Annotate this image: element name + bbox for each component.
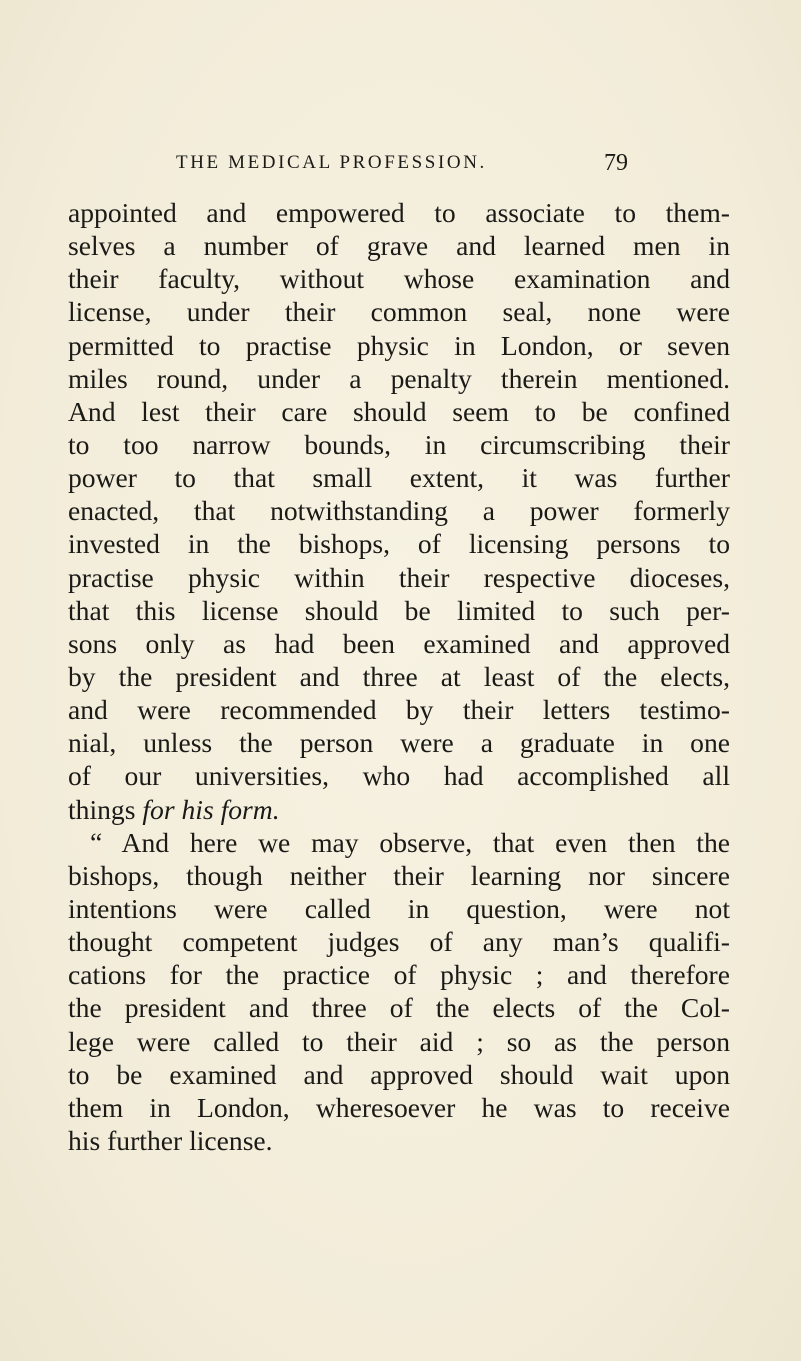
body-text xyxy=(68,196,730,1157)
text-line: miles round, under a penalty therein mentioned. xyxy=(68,362,730,394)
text-line: invested in the bishops, of licensing persons to xyxy=(68,528,730,560)
running-head-title: THE MEDICAL PROFESSION. xyxy=(176,152,487,173)
text-line: appointed and empowered to associate to them- xyxy=(68,197,730,228)
text-line: license, under their common seal, none were xyxy=(68,296,730,328)
text-line: And lest their care should seem to be confined xyxy=(68,395,730,427)
text-line: to too narrow bounds, in circumscribing their xyxy=(68,428,730,460)
text-line: of our universities, who had accomplished all xyxy=(68,760,730,792)
text-line: enacted, that notwithstanding a power formerly xyxy=(68,495,730,527)
text-line-indented: “ And here we may observe, that even then the xyxy=(90,826,730,858)
text-line: power to that small extent, it was further xyxy=(68,462,730,494)
page-number: 79 xyxy=(604,150,628,176)
roman-text: things xyxy=(68,793,143,825)
text-line: them in London, wheresoever he was to receive xyxy=(68,1091,730,1123)
text-line: and were recommended by their letters testimo- xyxy=(68,694,730,726)
text-line: the president and three of the elects of the Col- xyxy=(68,992,730,1024)
text-line: permitted to practise physic in London, or seven xyxy=(68,329,730,361)
text-line: that this license should be limited to such per- xyxy=(68,594,730,626)
text-line: bishops, though neither their learning nor sincere xyxy=(68,859,730,891)
text-line: nial, unless the person were a graduate in one xyxy=(68,727,730,759)
text-line-last: his further license. xyxy=(68,1124,273,1156)
text-line: sons only as had been examined and approved xyxy=(68,627,730,659)
text-line: by the president and three at least of the elects, xyxy=(68,660,730,692)
paragraph-1 xyxy=(68,196,730,826)
text-line: intentions were called in question, were not xyxy=(68,892,730,924)
text-line: practise physic within their respective dioceses, xyxy=(68,561,730,593)
text-line: thought competent judges of any man’s qualifi- xyxy=(68,926,730,958)
text-line: to be examined and approved should wait upon xyxy=(68,1058,730,1090)
text-line: cations for the practice of physic ; and therefore xyxy=(68,959,730,991)
paragraph-2 xyxy=(68,826,730,1157)
text-line: their faculty, without whose examination and xyxy=(68,263,730,295)
text-line: selves a number of grave and learned men in xyxy=(68,230,730,262)
text-line: lege were called to their aid ; so as the person xyxy=(68,1025,730,1057)
italic-text: for his form. xyxy=(142,793,280,825)
running-head xyxy=(176,148,628,178)
text-line-last xyxy=(68,793,730,826)
